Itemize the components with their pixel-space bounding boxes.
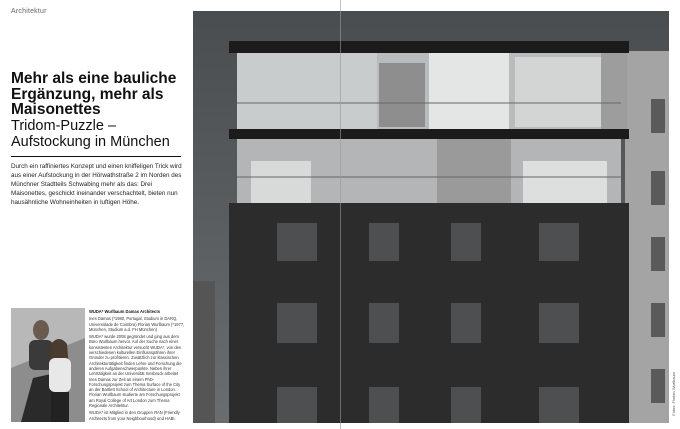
article-subheadline: Tridom-Puzzle – Aufstockung in München bbox=[11, 118, 170, 150]
bio-heading: WUDA* Wurlbaum Damas Architects bbox=[89, 309, 160, 314]
article-headline: Mehr als eine bauliche Ergänzung, mehr als Maisonettes bbox=[11, 70, 177, 118]
photo-credit: Fotos: Florian Wurlbaum bbox=[671, 372, 676, 416]
architects-bio bbox=[89, 309, 185, 423]
building-illustration bbox=[193, 11, 669, 423]
bio-membership: WUDA* ist Mitglied in den Gruppen RAN (Friendly Architects from your Neighbourhood) und HABI. bbox=[89, 410, 180, 421]
page-gutter bbox=[340, 0, 341, 429]
building-photo bbox=[193, 11, 669, 423]
bio-founders: Ines Damas (*1980, Portugal, Studium in DARQ, Universidade de Coimbra) Florian Wurlbaum (*1977, München, Studium a.d. FH München) bbox=[89, 316, 185, 332]
portrait-illustration bbox=[11, 308, 85, 422]
architects-portrait bbox=[11, 308, 85, 422]
section-label: Architektur bbox=[11, 8, 47, 15]
bio-description: WUDA* wurde 2008 gegründet und ging aus dem Büro Wurlbaum hervor. Auf der Suche nach einer konsistenten Architektur versucht WUDA*, von den verschiedenen kulturellen Einflussspähren ihrer Gründer zu profitieren. Zusätzlich zur klassischen Architekturtätigkeit finden Lehre und Forschung die anderen Aufgabenschwerpunkte. Neben ihrer Lehrtätigkeit an der Universität Innsbruck arbeitet Ines Damas zur Zeit an einem PhD-Forschungsprojekt zum Thema Surface of the City an der Bartlett School of Architecture in London. Florian Wurlbaum studierte am Forschungsprojekt am Royal College of Art London zum Thema Regionale Architektur. bbox=[89, 334, 182, 409]
headline-divider bbox=[11, 156, 181, 157]
article-intro: Durch ein raffiniertes Konzept und einen kniffeligen Trick wird aus einer Aufstockung in der Hörwathstraße 2 im Norden des Münchner Stadtteils Schwabing mehr als das: Drei Maisonettes, geschickt ineinander verschachtelt, bieten nun hausähnliche Wohneinheiten in luftigen Höhe. bbox=[11, 163, 182, 207]
